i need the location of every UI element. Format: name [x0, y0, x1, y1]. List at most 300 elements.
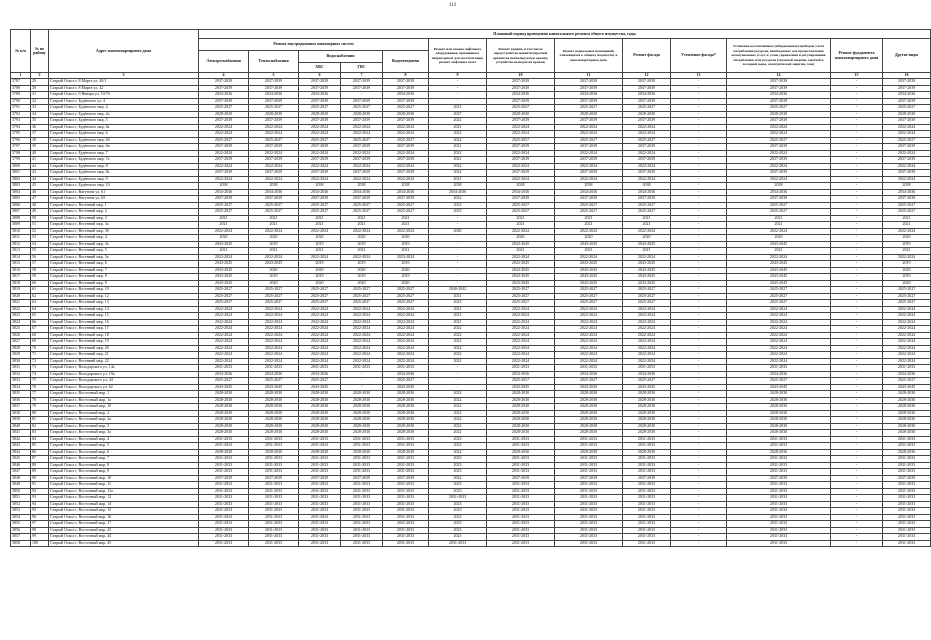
column-number-cell: 7: [341, 73, 383, 79]
table-cell: 2028-2030: [249, 417, 299, 424]
table-cell: 2025-2027: [383, 300, 429, 307]
table-cell: 2025-2027: [299, 105, 341, 112]
table-cell: 2038: [429, 183, 487, 190]
table-cell: 2031-2033: [883, 469, 931, 476]
table-cell: 68: [31, 332, 49, 339]
table-cell: 2021: [429, 176, 487, 183]
table-cell: 2028-2030: [555, 423, 623, 430]
address-cell: Старый Оскол г, Володарского ул, 62: [49, 384, 199, 391]
table-cell: 3855: [11, 521, 31, 528]
table-cell: 2031-2033: [883, 488, 931, 495]
table-cell: 2022: [429, 391, 487, 398]
table-cell: 2028-2030: [727, 410, 831, 417]
table-cell: -: [831, 352, 883, 359]
table-cell: 2022-2024: [727, 176, 831, 183]
table-cell: 2037-2039: [883, 170, 931, 177]
table-cell: -: [671, 430, 727, 437]
table-cell: 2025-2027: [883, 293, 931, 300]
address-cell: Старый Оскол г, Ватутина ул, 65: [49, 196, 199, 203]
table-cell: 2028-2030: [299, 417, 341, 424]
table-cell: 2021: [429, 124, 487, 131]
table-cell: 2025-2027: [487, 300, 555, 307]
table-cell: -: [831, 241, 883, 248]
table-cell: 2037-2039: [727, 98, 831, 105]
table-cell: 2022-2024: [623, 131, 671, 138]
table-cell: 2031-2033: [341, 436, 383, 443]
table-cell: 2023: [429, 462, 487, 469]
table-cell: 2023-2024: [383, 254, 429, 261]
table-cell: 2021: [883, 215, 931, 222]
table-cell: 2022-2024: [199, 352, 249, 359]
table-cell: 92: [31, 488, 49, 495]
table-cell: 3845: [11, 456, 31, 463]
table-cell: 2025-2027: [249, 293, 299, 300]
table-cell: 2043-2045: [883, 384, 931, 391]
table-cell: -: [671, 144, 727, 151]
table-cell: 2031-2033: [487, 436, 555, 443]
address-cell: Старый Оскол г, Восточный мкр, 15: [49, 508, 199, 515]
table-cell: -: [831, 215, 883, 222]
table-cell: -: [671, 378, 727, 385]
table-cell: 2025-2027: [727, 137, 831, 144]
table-cell: -: [671, 319, 727, 326]
table-cell: -: [831, 449, 883, 456]
table-cell: 2021: [727, 222, 831, 229]
address-cell: Старый Оскол г, Весенний мкр, 10: [49, 287, 199, 294]
table-cell: 2022-2024: [299, 228, 341, 235]
table-cell: 71: [31, 352, 49, 359]
table-cell: 61: [31, 287, 49, 294]
table-cell: 80: [31, 410, 49, 417]
table-cell: 2043-2045: [555, 384, 623, 391]
table-cell: 3787: [11, 79, 31, 86]
table-cell: 63: [31, 300, 49, 307]
table-cell: 2025-2027: [555, 137, 623, 144]
table-cell: 2022: [429, 430, 487, 437]
table-cell: 2021: [429, 293, 487, 300]
table-cell: 2043-2045: [199, 241, 249, 248]
table-cell: 2028-2030: [487, 430, 555, 437]
table-cell: 2025-2027: [623, 293, 671, 300]
table-cell: 2022-2024: [727, 326, 831, 333]
address-cell: Старый Оскол г, Будённого ул, 4: [49, 98, 199, 105]
address-cell: Старый Оскол г, Будённого мкр, 6б: [49, 137, 199, 144]
table-cell: 2022-2024: [883, 326, 931, 333]
table-cell: 2021: [299, 215, 341, 222]
table-cell: 2043-2045: [487, 384, 555, 391]
table-cell: 2031-2033: [623, 540, 671, 547]
table-cell: -: [671, 313, 727, 320]
address-cell: Старый Оскол г, Весенний мкр, 3а: [49, 222, 199, 229]
table-cell: 2038: [299, 183, 341, 190]
table-cell: 2022-2024: [883, 176, 931, 183]
table-cell: 2031-2033: [383, 462, 429, 469]
table-cell: 2025-2027: [383, 137, 429, 144]
table-cell: 2022-2024: [249, 163, 299, 170]
table-cell: 2031-2033: [555, 534, 623, 541]
table-cell: -: [671, 365, 727, 372]
table-cell: 44: [31, 176, 49, 183]
table-cell: 2028-2030: [341, 404, 383, 411]
table-cell: 2028-2030: [383, 449, 429, 456]
table-cell: 2031-2033: [341, 501, 383, 508]
table-cell: 2028-2030: [555, 410, 623, 417]
table-cell: 2025-2027: [299, 378, 341, 385]
table-cell: 2031-2033: [383, 365, 429, 372]
table-cell: 2031-2033: [341, 540, 383, 547]
table-cell: 2037-2039: [487, 144, 555, 151]
table-cell: 2022: [429, 449, 487, 456]
table-cell: 3797: [11, 144, 31, 151]
table-cell: 2034-2036: [883, 92, 931, 99]
table-cell: 2031-2033: [383, 436, 429, 443]
table-cell: 2031-2033: [199, 521, 249, 528]
address-cell: Старый Оскол г, Восточный мкр, 10: [49, 475, 199, 482]
table-cell: 2019: [383, 261, 429, 268]
table-cell: -: [671, 384, 727, 391]
table-cell: 2031-2033: [883, 443, 931, 450]
table-cell: 2043-2045: [199, 384, 249, 391]
table-cell: 2019: [299, 274, 341, 281]
table-cell: 2022-2024: [727, 313, 831, 320]
address-cell: Старый Оскол г, Весенний мкр, 14: [49, 306, 199, 313]
table-cell: -: [831, 410, 883, 417]
table-cell: 2022: [429, 332, 487, 339]
table-cell: -: [671, 92, 727, 99]
table-cell: 2028-2030: [883, 111, 931, 118]
table-cell: 2020: [727, 235, 831, 242]
table-cell: 3811: [11, 235, 31, 242]
table-cell: 2028-2030: [487, 391, 555, 398]
address-cell: Старый Оскол г, Восточный мкр, 1а: [49, 397, 199, 404]
table-cell: -: [671, 98, 727, 105]
table-cell: 2028-2030: [727, 423, 831, 430]
table-cell: 2022-2024: [555, 358, 623, 365]
table-cell: 2028-2030: [883, 410, 931, 417]
table-cell: 2022-2024: [623, 150, 671, 157]
table-cell: 2028-2030: [623, 397, 671, 404]
table-cell: -: [671, 469, 727, 476]
table-cell: 2031-2033: [383, 501, 429, 508]
table-cell: 3803: [11, 183, 31, 190]
address-cell: Старый Оскол г, Будённого мкр, 4а: [49, 111, 199, 118]
table-cell: 2031-2033: [383, 443, 429, 450]
table-cell: 2038: [383, 183, 429, 190]
table-cell: 2031-2033: [199, 462, 249, 469]
table-cell: 2022-2024: [199, 131, 249, 138]
table-cell: 2023: [429, 514, 487, 521]
table-cell: -: [671, 287, 727, 294]
table-cell: 2025-2027: [727, 293, 831, 300]
table-cell: 2031-2033: [341, 514, 383, 521]
table-cell: 67: [31, 326, 49, 333]
table-cell: 81: [31, 417, 49, 424]
table-cell: -: [671, 124, 727, 131]
table-cell: 3809: [11, 222, 31, 229]
table-cell: -: [671, 202, 727, 209]
header-roof: Ремонт крыши, в том числе переустройство невентилируемой крыши на вентилируемую крышу, устройство выходов на кровлю: [487, 39, 555, 73]
table-cell: -: [831, 267, 883, 274]
table-cell: 2028-2030: [299, 430, 341, 437]
table-cell: 3814: [11, 254, 31, 261]
table-cell: -: [341, 371, 383, 378]
table-cell: 2028-2030: [883, 397, 931, 404]
table-cell: 2028-2030: [383, 423, 429, 430]
table-cell: 2020: [383, 235, 429, 242]
table-cell: 2037-2039: [555, 79, 623, 86]
table-cell: -: [671, 540, 727, 547]
table-cell: 2022-2024: [341, 150, 383, 157]
table-cell: 2022-2024: [883, 313, 931, 320]
table-cell: 2043-2045: [555, 274, 623, 281]
table-cell: 2031-2033: [883, 527, 931, 534]
table-cell: 2020: [341, 280, 383, 287]
table-cell: 2037-2039: [299, 79, 341, 86]
table-cell: 2031-2033: [487, 482, 555, 489]
table-cell: 2031-2033: [623, 527, 671, 534]
table-cell: 2022-2024: [383, 332, 429, 339]
header-drainage: Водоотведения: [383, 51, 429, 73]
table-cell: 3790: [11, 98, 31, 105]
table-cell: 2037-2039: [623, 79, 671, 86]
table-cell: 2031-2033: [249, 534, 299, 541]
table-cell: 62: [31, 293, 49, 300]
table-cell: -: [429, 254, 487, 261]
table-cell: 2037-2039: [623, 196, 671, 203]
table-cell: 2034-2036: [555, 189, 623, 196]
table-cell: 2037-2039: [383, 475, 429, 482]
table-cell: 2022-2024: [487, 254, 555, 261]
table-cell: 2021: [383, 215, 429, 222]
table-cell: -: [671, 170, 727, 177]
table-cell: 2022-2024: [299, 332, 341, 339]
table-cell: 2022-2024: [249, 124, 299, 131]
table-cell: 2019: [249, 241, 299, 248]
table-cell: 2022-2024: [487, 313, 555, 320]
table-cell: 2028-2030: [383, 111, 429, 118]
address-cell: Старый Оскол г, Восточный мкр, 2: [49, 410, 199, 417]
header-plan-title: Плановый период проведения капитального ремонта общего имущества, годы: [199, 30, 931, 39]
table-cell: 2022-2024: [555, 306, 623, 313]
table-cell: 2025-2027: [883, 105, 931, 112]
table-cell: 2028-2030: [555, 391, 623, 398]
table-cell: 38: [31, 137, 49, 144]
table-cell: -: [831, 202, 883, 209]
table-cell: 2031-2033: [341, 365, 383, 372]
table-cell: 2022-2024: [299, 339, 341, 346]
table-cell: 3850: [11, 488, 31, 495]
table-cell: 2037-2039: [727, 118, 831, 125]
table-cell: 2025-2027: [383, 209, 429, 216]
address-cell: Старый Оскол г, Весенний мкр, 20: [49, 345, 199, 352]
address-cell: Старый Оскол г, Весенний мкр, 16: [49, 319, 199, 326]
table-cell: 2031-2033: [555, 456, 623, 463]
table-cell: 2021: [341, 222, 383, 229]
table-cell: 2031-2033: [249, 456, 299, 463]
table-cell: 2034-2036: [249, 189, 299, 196]
table-cell: 47: [31, 196, 49, 203]
address-cell: Старый Оскол г, Весенний мкр, 9: [49, 280, 199, 287]
table-cell: 86: [31, 449, 49, 456]
table-cell: 2021: [623, 222, 671, 229]
table-cell: -: [429, 384, 487, 391]
table-cell: 3835: [11, 391, 31, 398]
table-cell: 2031-2033: [383, 495, 429, 502]
table-cell: 2037-2039: [199, 144, 249, 151]
table-cell: 2037-2039: [249, 157, 299, 164]
table-cell: 2028-2030: [199, 111, 249, 118]
table-cell: 2022-2024: [249, 228, 299, 235]
address-cell: Старый Оскол г, Будённого мкр, 6а: [49, 124, 199, 131]
table-cell: 2028-2030: [341, 430, 383, 437]
table-cell: 2043-2045: [727, 241, 831, 248]
table-cell: 2031-2033: [341, 508, 383, 515]
table-cell: 3825: [11, 326, 31, 333]
column-number-cell: 13: [671, 73, 727, 79]
table-cell: 2031-2033: [555, 436, 623, 443]
table-cell: 2031-2033: [383, 488, 429, 495]
address-cell: Старый Оскол г, Восточный мкр, 8: [49, 462, 199, 469]
table-cell: 2025-2027: [199, 300, 249, 307]
table-cell: 2031-2033: [299, 501, 341, 508]
table-cell: 2034-2036: [249, 92, 299, 99]
table-cell: 3815: [11, 261, 31, 268]
address-cell: Старый Оскол г, Восточный мкр, 11: [49, 482, 199, 489]
address-cell: Старый Оскол г, Восточный мкр, 12: [49, 495, 199, 502]
header-npp: № п/п: [11, 30, 31, 73]
table-cell: 2031-2033: [199, 456, 249, 463]
table-cell: -: [831, 475, 883, 482]
table-cell: 2025-2027: [299, 300, 341, 307]
table-cell: 2031-2033: [727, 469, 831, 476]
table-cell: 2031-2033: [249, 527, 299, 534]
table-cell: 2028-2030: [383, 410, 429, 417]
table-cell: 2021: [883, 248, 931, 255]
table-cell: 2020: [555, 235, 623, 242]
table-cell: 2022-2024: [299, 326, 341, 333]
table-cell: 2021: [487, 248, 555, 255]
table-cell: 2031-2033: [487, 514, 555, 521]
table-cell: -: [831, 170, 883, 177]
table-cell: 2028-2030: [299, 410, 341, 417]
table-cell: -: [671, 280, 727, 287]
table-cell: 2031-2033: [727, 443, 831, 450]
table-cell: 83: [31, 430, 49, 437]
table-cell: -: [831, 514, 883, 521]
table-cell: 2031-2033: [623, 482, 671, 489]
table-cell: 2028-2030: [299, 391, 341, 398]
table-cell: 2022-2024: [727, 254, 831, 261]
table-cell: 75: [31, 378, 49, 385]
table-cell: 2028-2030: [299, 449, 341, 456]
table-cell: 2022-2024: [555, 326, 623, 333]
table-cell: 2031-2033: [487, 462, 555, 469]
table-cell: 2031-2033: [555, 469, 623, 476]
table-cell: -: [429, 241, 487, 248]
table-cell: 2022-2024: [199, 319, 249, 326]
address-cell: Старый Оскол г, Весенний мкр, 5: [49, 248, 199, 255]
table-cell: 2037-2039: [341, 85, 383, 92]
table-cell: 2037-2039: [623, 118, 671, 125]
table-cell: 2022: [429, 131, 487, 138]
table-cell: 2022-2024: [883, 150, 931, 157]
table-cell: 59: [31, 274, 49, 281]
table-cell: 2022-2024: [883, 124, 931, 131]
table-cell: 2031-2033: [555, 501, 623, 508]
table-cell: 74: [31, 371, 49, 378]
table-cell: 2022: [429, 404, 487, 411]
table-cell: 2034-2036: [299, 189, 341, 196]
table-cell: 2028-2030: [727, 430, 831, 437]
table-cell: -: [429, 371, 487, 378]
address-cell: Старый Оскол г, Весенний мкр, 1: [49, 202, 199, 209]
column-number-cell: 5: [249, 73, 299, 79]
table-cell: 2037-2039: [487, 98, 555, 105]
table-cell: -: [429, 378, 487, 385]
table-cell: -: [671, 436, 727, 443]
table-cell: 2037-2039: [341, 118, 383, 125]
table-cell: 2021: [487, 222, 555, 229]
table-cell: 3788: [11, 85, 31, 92]
table-cell: 3794: [11, 124, 31, 131]
table-cell: -: [429, 98, 487, 105]
table-cell: 2022-2024: [299, 131, 341, 138]
table-cell: 2022-2024: [199, 326, 249, 333]
table-cell: 2022-2024: [341, 339, 383, 346]
table-cell: 2037-2039: [249, 144, 299, 151]
table-cell: 2019: [299, 241, 341, 248]
table-cell: 2019: [341, 241, 383, 248]
table-cell: 2037-2039: [883, 196, 931, 203]
table-cell: 2023: [429, 436, 487, 443]
table-cell: 2043-2045: [199, 274, 249, 281]
table-cell: 3826: [11, 332, 31, 339]
table-cell: 2021: [249, 215, 299, 222]
table-cell: 2028-2030: [623, 404, 671, 411]
table-cell: 2025-2027: [383, 105, 429, 112]
table-cell: 2040: [429, 228, 487, 235]
table-cell: 2022-2024: [383, 313, 429, 320]
table-cell: 2022-2024: [623, 176, 671, 183]
table-cell: 99: [31, 534, 49, 541]
table-cell: 2028-2030: [199, 391, 249, 398]
table-cell: 2031-2033: [555, 488, 623, 495]
table-cell: 2034-2036: [341, 189, 383, 196]
table-cell: 2023: [429, 202, 487, 209]
table-cell: 2023: [429, 300, 487, 307]
table-cell: 2031-2033: [249, 508, 299, 515]
table-cell: 2022-2024: [727, 131, 831, 138]
table-cell: 2043-2045: [299, 384, 341, 391]
table-cell: 2037-2039: [623, 144, 671, 151]
table-cell: 2025-2027: [199, 293, 249, 300]
table-cell: 2037-2039: [199, 475, 249, 482]
header-basement: Ремонт подвальных помещений, относящихся к общему имуществу в многоквартирном доме: [555, 39, 623, 73]
table-cell: 2022-2024: [623, 332, 671, 339]
table-cell: 2025-2027: [623, 137, 671, 144]
table-cell: 2028-2030: [199, 449, 249, 456]
table-cell: 2022-2024: [383, 228, 429, 235]
address-cell: Старый Оскол г, Весенний мкр, 3б: [49, 228, 199, 235]
table-cell: -: [831, 111, 883, 118]
table-cell: 2025-2027: [299, 137, 341, 144]
table-cell: 48: [31, 202, 49, 209]
table-cell: 2037-2039: [555, 475, 623, 482]
table-cell: 2025-2027: [487, 202, 555, 209]
table-cell: -: [429, 280, 487, 287]
table-cell: 2022-2024: [623, 306, 671, 313]
table-cell: 2031-2033: [341, 521, 383, 528]
